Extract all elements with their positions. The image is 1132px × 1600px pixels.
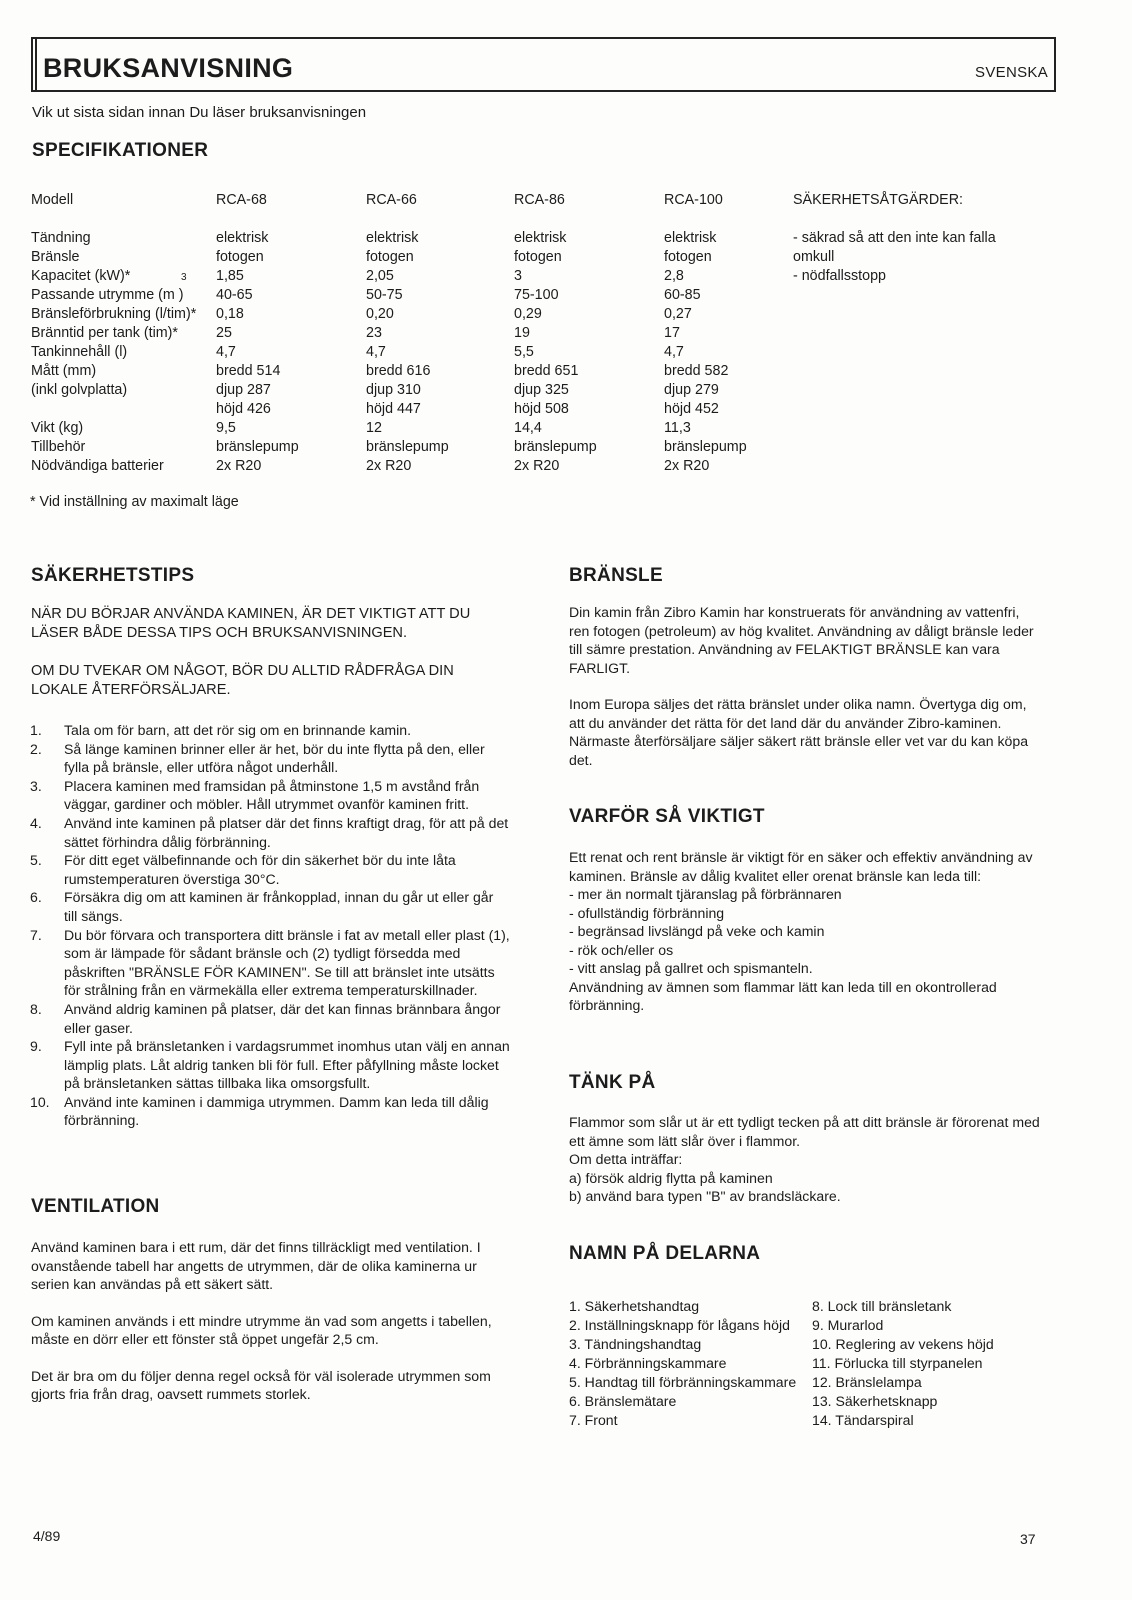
part-name: 14. Tändarspiral bbox=[812, 1412, 914, 1428]
spec-label: Passande utrymme (m ) bbox=[31, 287, 184, 303]
spec-value bbox=[216, 210, 299, 229]
spec-value: elektrisk bbox=[514, 230, 567, 246]
tip-text: Använd inte kaminen i dammiga utrymmen. Damm kan leda till dålig förbränning. bbox=[64, 1093, 489, 1129]
parts-list-right bbox=[812, 1297, 994, 1430]
part-name: 13. Säkerhetsknapp bbox=[812, 1393, 938, 1409]
spec-value: 5,5 bbox=[514, 344, 534, 360]
tip-number: 8. bbox=[30, 1000, 42, 1017]
spec-value: höjd 508 bbox=[514, 401, 569, 417]
spec-value: 11,3 bbox=[664, 420, 691, 436]
think-step: b) använd bara typen "B" av brandsläckare. bbox=[569, 1188, 841, 1204]
think-paragraph: Om detta inträffar: bbox=[569, 1151, 683, 1167]
fuel-text bbox=[569, 603, 1039, 769]
safety-tip bbox=[30, 777, 510, 814]
spec-label: (inkl golvplatta) bbox=[31, 382, 128, 398]
spec-value bbox=[664, 210, 747, 229]
why-heading: VARFÖR SÅ VIKTIGT bbox=[569, 806, 765, 827]
spec-value: bredd 582 bbox=[664, 363, 729, 379]
tip-number: 10. bbox=[30, 1093, 50, 1110]
spec-value: fotogen bbox=[664, 249, 712, 265]
spec-value: 0,20 bbox=[366, 306, 394, 322]
part-name: 11. Förlucka till styrpanelen bbox=[812, 1355, 983, 1371]
spec-value: 0,27 bbox=[664, 306, 692, 322]
tip-number: 3. bbox=[30, 777, 42, 794]
spec-value: djup 287 bbox=[216, 382, 271, 398]
spec-model-column bbox=[514, 191, 597, 476]
spec-value: RCA-86 bbox=[514, 192, 565, 208]
ventilation-paragraph: Det är bra om du följer denna regel också för väl isolerade utrymmen som gjorts fria från drag, oavsett rummets storlek. bbox=[31, 1367, 491, 1402]
spec-value: 60-85 bbox=[664, 287, 701, 303]
safety-tip bbox=[30, 851, 510, 888]
consequence-item: - rök och/eller os bbox=[569, 941, 674, 958]
safety-tips-heading: SÄKERHETSTIPS bbox=[31, 565, 195, 586]
tip-number: 7. bbox=[30, 926, 42, 943]
safety-measure: - nödfallsstopp bbox=[793, 268, 886, 284]
spec-value: 4,7 bbox=[216, 344, 236, 360]
spec-footnote: * Vid inställning av maximalt läge bbox=[30, 494, 239, 510]
consequence-item: - vitt anslag på gallret och spismanteln. bbox=[569, 960, 813, 976]
spec-value: 0,29 bbox=[514, 306, 542, 322]
safety-tip bbox=[30, 1037, 510, 1093]
spec-value: 2,8 bbox=[664, 268, 684, 284]
safety-intro bbox=[31, 605, 501, 700]
tip-text: Försäkra dig om att kaminen är frånkopplad, innan du går ut eller går till sängs. bbox=[64, 889, 494, 924]
tip-text: Använd aldrig kaminen på platser, där det kan finnas brännbara ångor eller gaser. bbox=[64, 1000, 501, 1036]
tip-number: 6. bbox=[30, 889, 42, 906]
part-name: 8. Lock till bränsletank bbox=[812, 1298, 952, 1314]
why-paragraph: Ett renat och rent bränsle är viktigt för en säker och effektiv användning av kaminen. Bränsle av dålig kvalitet eller orenat bränsle kan leda till: bbox=[569, 849, 1033, 884]
spec-value: 25 bbox=[216, 325, 232, 341]
spec-value: bränslepump bbox=[514, 439, 597, 455]
spec-value: 40-65 bbox=[216, 287, 253, 303]
spec-value: 23 bbox=[366, 325, 382, 341]
think-paragraph: Flammor som slår ut är ett tydligt tecken på att ditt bränsle är förorenat med ett ämne som lätt slår över i flammor. bbox=[569, 1114, 1040, 1149]
spec-value: höjd 447 bbox=[366, 401, 421, 417]
spec-value: djup 310 bbox=[366, 382, 421, 398]
spec-heading: SPECIFIKATIONER bbox=[32, 140, 209, 161]
consequence-item: - begränsad livslängd på veke och kamin bbox=[569, 923, 825, 939]
safety-measure: SÄKERHETSÅTGÄRDER: bbox=[793, 192, 964, 208]
ventilation-text bbox=[31, 1238, 501, 1404]
part-name: 12. Bränslelampa bbox=[812, 1374, 922, 1390]
safety-intro-2: OM DU TVEKAR OM NÅGOT, BÖR DU ALLTID RÅDFRÅGA DIN LOKALE ÅTERFÖRSÄLJARE. bbox=[31, 663, 454, 698]
spec-value: höjd 452 bbox=[664, 401, 719, 417]
tip-text: Fyll inte på bränsletanken i vardagsrummet inomhus utan välj en annan lämplig plats. Låt aldrig tanken bli för full. Efter påfyllning måste locket på bränsletanken sättas tillbaka lika omsorgsfullt. bbox=[64, 1038, 510, 1092]
spec-value: bredd 514 bbox=[216, 363, 281, 379]
why-text bbox=[569, 848, 1039, 1015]
fuel-paragraph: Inom Europa säljes det rätta bränslet under olika namn. Övertyga dig om, att du använder det rätta för det land där du använder Zibro-kaminen. Närmaste återförsäljare säljer säkert rätt bränsle eller vet var du kan köpa det. bbox=[569, 696, 1029, 768]
spec-label: Bränsle bbox=[31, 249, 80, 265]
part-name: 10. Reglering av vekens höjd bbox=[812, 1336, 994, 1352]
tip-text: Tala om för barn, att det rör sig om en brinnande kamin. bbox=[64, 722, 412, 738]
tip-number: 9. bbox=[30, 1038, 42, 1055]
spec-value: 1,85 bbox=[216, 268, 244, 284]
spec-value: bränslepump bbox=[366, 439, 449, 455]
parts-list-left bbox=[569, 1297, 796, 1430]
tip-number: 4. bbox=[30, 814, 42, 831]
spec-value: 50-75 bbox=[366, 287, 403, 303]
safety-tip bbox=[30, 888, 510, 925]
print-code: 4/89 bbox=[33, 1528, 61, 1544]
spec-label: Nödvändiga batterier bbox=[31, 458, 164, 474]
spec-value: bredd 651 bbox=[514, 363, 579, 379]
part-name: 4. Förbränningskammare bbox=[569, 1355, 727, 1371]
language-label: SVENSKA bbox=[975, 64, 1048, 81]
safety-tips-list bbox=[30, 721, 510, 1130]
safety-measure: - säkrad så att den inte kan falla bbox=[793, 230, 996, 246]
spec-label: Tändning bbox=[31, 230, 91, 246]
spec-model-column bbox=[216, 191, 299, 476]
parts-heading: NAMN PÅ DELARNA bbox=[569, 1243, 761, 1264]
tip-text: Du bör förvara och transportera ditt bränsle i fat av metall eller plast (1), som är lämpade för sådant bränsle och (2) tydligt försedda med påskriften "BRÄNSLE FÖR KAMINEN". Se till att bränslet inte utsätts för strålning från en värmekälla eller extrema temperaturskillnader. bbox=[64, 926, 510, 999]
tip-text: Placera kaminen med framsidan på åtminstone 1,5 m avstånd från väggar, gardiner och möbler. Håll utrymmet ovanför kaminen fritt. bbox=[64, 777, 480, 813]
spec-value bbox=[514, 210, 597, 229]
spec-value: bränslepump bbox=[664, 439, 747, 455]
spec-label bbox=[31, 400, 216, 419]
safety-intro-1: NÄR DU BÖRJAR ANVÄNDA KAMINEN, ÄR DET VIKTIGT ATT DU LÄSER BÅDE DESSA TIPS OCH BRUKSANVISNINGEN. bbox=[31, 606, 471, 641]
spec-value: elektrisk bbox=[366, 230, 419, 246]
part-name: 2. Inställningsknapp för lågans höjd bbox=[569, 1317, 790, 1333]
safety-measures-column bbox=[793, 191, 996, 286]
spec-value: fotogen bbox=[366, 249, 414, 265]
spec-value: RCA-68 bbox=[216, 192, 267, 208]
safety-tip bbox=[30, 926, 510, 1000]
safety-tip bbox=[30, 814, 510, 851]
spec-value: elektrisk bbox=[664, 230, 717, 246]
part-name: 5. Handtag till förbränningskammare bbox=[569, 1374, 797, 1390]
spec-value: 2x R20 bbox=[514, 458, 560, 474]
spec-value: 3 bbox=[514, 268, 522, 284]
ventilation-heading: VENTILATION bbox=[31, 1196, 160, 1217]
spec-value: RCA-66 bbox=[366, 192, 417, 208]
spec-value: bränslepump bbox=[216, 439, 299, 455]
spec-label-column bbox=[31, 191, 216, 476]
safety-tip bbox=[30, 740, 510, 777]
spec-model-column bbox=[366, 191, 449, 476]
spec-value: elektrisk bbox=[216, 230, 269, 246]
consequence-item: - mer än normalt tjäranslag på förbrännaren bbox=[569, 886, 842, 902]
spec-value: 2x R20 bbox=[664, 458, 710, 474]
page-number: 37 bbox=[1020, 1531, 1036, 1547]
spec-value: 0,18 bbox=[216, 306, 244, 322]
spec-value: 2x R20 bbox=[216, 458, 262, 474]
part-name: 1. Säkerhetshandtag bbox=[569, 1298, 700, 1314]
safety-tip bbox=[30, 721, 510, 740]
part-name: 6. Bränslemätare bbox=[569, 1393, 677, 1409]
spec-value: fotogen bbox=[514, 249, 562, 265]
fuel-paragraph: Din kamin från Zibro Kamin har konstruerats för användning av vattenfri, ren fotogen (petroleum) av hög kvalitet. Användning av dåligt bränsle leder till sämre prestation. Användning av FELAKTIGT BRÄNSLE kan vara FARLIGT. bbox=[569, 604, 1034, 676]
tip-number: 5. bbox=[30, 852, 42, 869]
spec-value: 14,4 bbox=[514, 420, 542, 436]
spec-label bbox=[31, 210, 216, 229]
spec-label: Tankinnehåll (l) bbox=[31, 344, 128, 360]
spec-value: djup 279 bbox=[664, 382, 719, 398]
think-heading: TÄNK PÅ bbox=[569, 1072, 656, 1093]
part-name: 7. Front bbox=[569, 1412, 618, 1428]
spec-value: 4,7 bbox=[366, 344, 386, 360]
spec-value: 2,05 bbox=[366, 268, 394, 284]
cubic-superscript: 3 bbox=[181, 272, 187, 283]
tip-number: 1. bbox=[30, 722, 42, 738]
spec-value: RCA-100 bbox=[664, 192, 723, 208]
document-title: BRUKSANVISNING bbox=[43, 53, 294, 83]
safety-measure bbox=[793, 210, 996, 229]
spec-label: Bränntid per tank (tim)* bbox=[31, 325, 178, 341]
spec-value: 9,5 bbox=[216, 420, 236, 436]
tip-text: Så länge kaminen brinner eller är het, bör du inte flytta på den, eller fylla på bränsle, eller utföra något underhåll. bbox=[64, 740, 485, 776]
part-name: 9. Murarlod bbox=[812, 1317, 884, 1333]
ventilation-paragraph: Om kaminen används i ett mindre utrymme än vad som angetts i tabellen, måste en dörr eller ett fönster stå öppet ungefär 2,5 cm. bbox=[31, 1312, 492, 1347]
spec-value: 12 bbox=[366, 420, 382, 436]
think-step: a) försök aldrig flytta på kaminen bbox=[569, 1169, 773, 1186]
spec-value: höjd 426 bbox=[216, 401, 271, 417]
part-name: 3. Tändningshandtag bbox=[569, 1336, 702, 1352]
spec-value: bredd 616 bbox=[366, 363, 431, 379]
fuel-heading: BRÄNSLE bbox=[569, 565, 663, 586]
safety-tip bbox=[30, 1093, 510, 1130]
spec-label: Vikt (kg) bbox=[31, 420, 84, 436]
spec-value: 2x R20 bbox=[366, 458, 412, 474]
why-paragraph: Användning av ämnen som flammar lätt kan leda till en okontrollerad förbränning. bbox=[569, 978, 997, 1013]
spec-label: Tillbehör bbox=[31, 439, 86, 455]
spec-label: Modell bbox=[31, 192, 74, 208]
fold-note: Vik ut sista sidan innan Du läser bruksanvisningen bbox=[32, 104, 367, 121]
spec-value: fotogen bbox=[216, 249, 264, 265]
spec-label: Kapacitet (kW)* bbox=[31, 268, 131, 284]
think-text bbox=[569, 1113, 1044, 1206]
spec-label: Bränsleförbrukning (l/tim)* bbox=[31, 306, 197, 322]
spec-value bbox=[366, 210, 449, 229]
header-box bbox=[31, 37, 1056, 92]
spec-label: Mått (mm) bbox=[31, 363, 97, 379]
spec-model-column bbox=[664, 191, 747, 476]
ventilation-paragraph: Använd kaminen bara i ett rum, där det finns tillräckligt med ventilation. I ovanstående tabell har angetts de utrymmen, där de olika kaminerna ur serien kan användas på ett säkert sätt. bbox=[31, 1239, 481, 1292]
header-divider bbox=[35, 37, 37, 92]
tip-number: 2. bbox=[30, 740, 42, 757]
spec-value: 75-100 bbox=[514, 287, 559, 303]
safety-tip bbox=[30, 1000, 510, 1037]
spec-value: 19 bbox=[514, 325, 530, 341]
spec-value: 4,7 bbox=[664, 344, 684, 360]
spec-value: 17 bbox=[664, 325, 680, 341]
why-consequence-list bbox=[569, 885, 1039, 978]
consequence-item: - ofullständig förbränning bbox=[569, 904, 725, 921]
safety-measure: omkull bbox=[793, 249, 835, 265]
tip-text: För ditt eget välbefinnande och för din säkerhet bör du inte låta rumstemperaturen överstiga 30°C. bbox=[64, 852, 456, 887]
tip-text: Använd inte kaminen på platser där det finns kraftigt drag, för att på det sättet förhindra dålig förbränning. bbox=[64, 814, 509, 850]
spec-value: djup 325 bbox=[514, 382, 569, 398]
